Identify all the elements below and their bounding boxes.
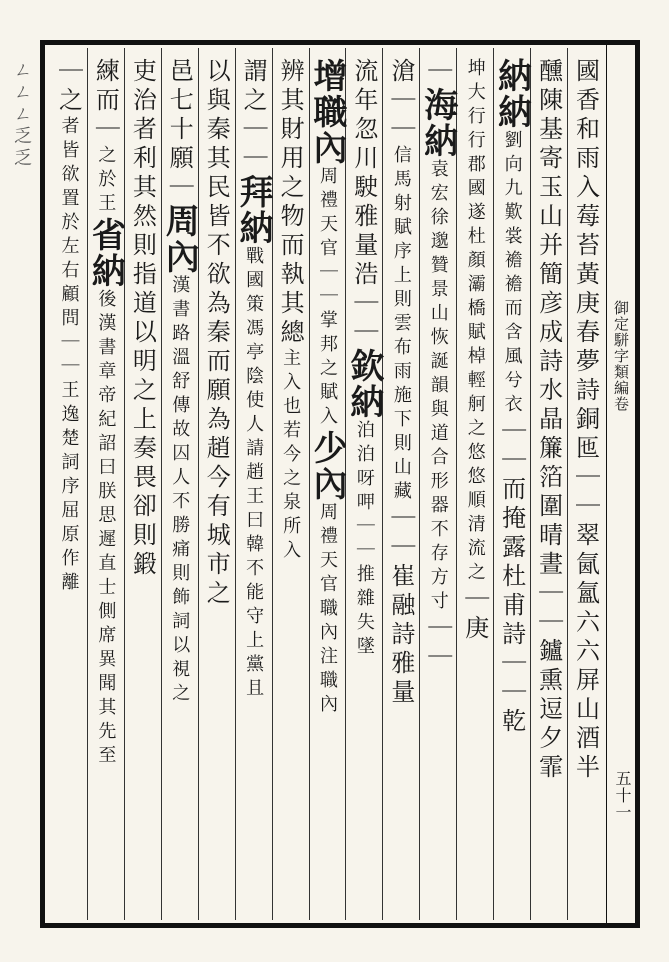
text-run: ｜｜翠氤氳六六屏山酒半 (571, 464, 600, 783)
text-run: 劉向九歎裳襜襜而含風兮衣 (501, 130, 523, 418)
text-run: 戰國策馮亭陰使人請趙王曰韓不能守上黨且 (243, 246, 265, 702)
entry-heading: 欽納 (343, 348, 384, 420)
text-run: 以與秦其民皆不欲為秦而願為趙今有城市之 (202, 58, 231, 609)
text-run: ｜｜ (239, 116, 268, 174)
column-rule (456, 48, 457, 920)
text-run: 周禮天官職內注職內 (317, 502, 338, 718)
text-run: 國香和雨入莓苔黃庚春夢詩銅匜 (571, 58, 600, 464)
text-column (85, 58, 126, 918)
text-run: 周禮天官｜｜掌邦之賦入 (317, 166, 338, 430)
text-run: 吏治者利其然則指道以明之上奏畏卻則鍛 (128, 58, 157, 580)
text-run: 滄｜｜ (386, 58, 415, 145)
column-rule (309, 48, 310, 920)
text-run: ｜｜ (423, 615, 452, 673)
text-column (458, 58, 492, 918)
column-rule (161, 48, 162, 920)
column-rule (124, 48, 125, 920)
text-run: 流年忽川駛雅量浩 (349, 58, 378, 290)
text-column (384, 58, 418, 918)
column-rule (567, 48, 568, 920)
text-run: 泊泊呀呷｜｜推雜失墜 (353, 420, 375, 660)
text-run: 練而 (91, 58, 120, 116)
text-column (307, 58, 347, 918)
column-rule (87, 48, 88, 920)
text-run: 信馬射賦序上則雲布雨施下則山藏 (390, 145, 412, 505)
fore-edge-title: 御定駢字類編卷 (612, 300, 630, 412)
text-run: 主入也若今之泉所入 (280, 348, 302, 564)
entry-heading: 海納 (417, 87, 458, 159)
text-run: ｜｜而掩露杜甫詩 (497, 418, 526, 650)
text-run: 者皆欲置於左右顧問｜｜王逸楚詞序屈原作離 (58, 116, 80, 596)
text-run: 坤大行行郡國遂杜顏灞橋賦棹輕舸之悠悠順清流之 (464, 58, 486, 586)
text-column (532, 58, 566, 918)
entry-heading: 省納 (85, 217, 126, 289)
entry-heading: 納納 (491, 58, 532, 130)
text-column (273, 58, 307, 918)
text-column (343, 58, 384, 918)
entry-heading: 拜納 (233, 174, 274, 246)
entry-heading: 周內 (159, 203, 200, 275)
text-run: ｜｜鑪熏逗夕霏 (534, 580, 563, 783)
text-run: 醺陳基寄玉山并簡彦成詩水晶簾箔圍晴晝 (534, 58, 563, 580)
column-rule (198, 48, 199, 920)
text-run: 後漢書章帝紀詔曰朕思遲直士側席異聞其先至 (95, 289, 117, 769)
text-column (159, 58, 200, 918)
text-run: ｜｜崔融詩雅量 (386, 505, 415, 708)
text-run: 之於王 (95, 145, 117, 217)
text-run: ｜｜ (349, 290, 378, 348)
text-column (199, 58, 233, 918)
text-run: 辨其財用之物而執其總 (276, 58, 305, 348)
text-run: ｜之 (54, 58, 83, 116)
column-rule (493, 48, 494, 920)
text-run: ｜ (91, 116, 120, 145)
text-run: 謂之 (239, 58, 268, 116)
text-run: 漢書路溫舒傳故囚人不勝痛則飾詞以視之 (169, 275, 191, 707)
text-column (51, 58, 85, 918)
column-rule (235, 48, 236, 920)
text-column (233, 58, 274, 918)
text-column (569, 58, 603, 918)
text-run: ｜ (423, 58, 452, 87)
column-rule (419, 48, 420, 920)
text-column (417, 58, 458, 918)
text-run: ｜｜乾 (497, 650, 526, 737)
column-rule (530, 48, 531, 920)
margin-left-fragment: ㄥㄥㄥ乏乏 (11, 60, 32, 170)
text-run: ｜庚 (460, 586, 489, 644)
text-column (491, 58, 532, 918)
text-column (125, 58, 159, 918)
text-run: 邑七十願｜ (165, 58, 194, 203)
entry-heading: 少內 (307, 430, 347, 502)
text-run: 袁宏徐邈贊景山恢誕韻與道合形器不存方寸 (427, 159, 449, 615)
entry-heading: 增職內 (307, 58, 347, 166)
column-rule (382, 48, 383, 920)
fore-edge-page-number: 五十一 (613, 770, 632, 821)
